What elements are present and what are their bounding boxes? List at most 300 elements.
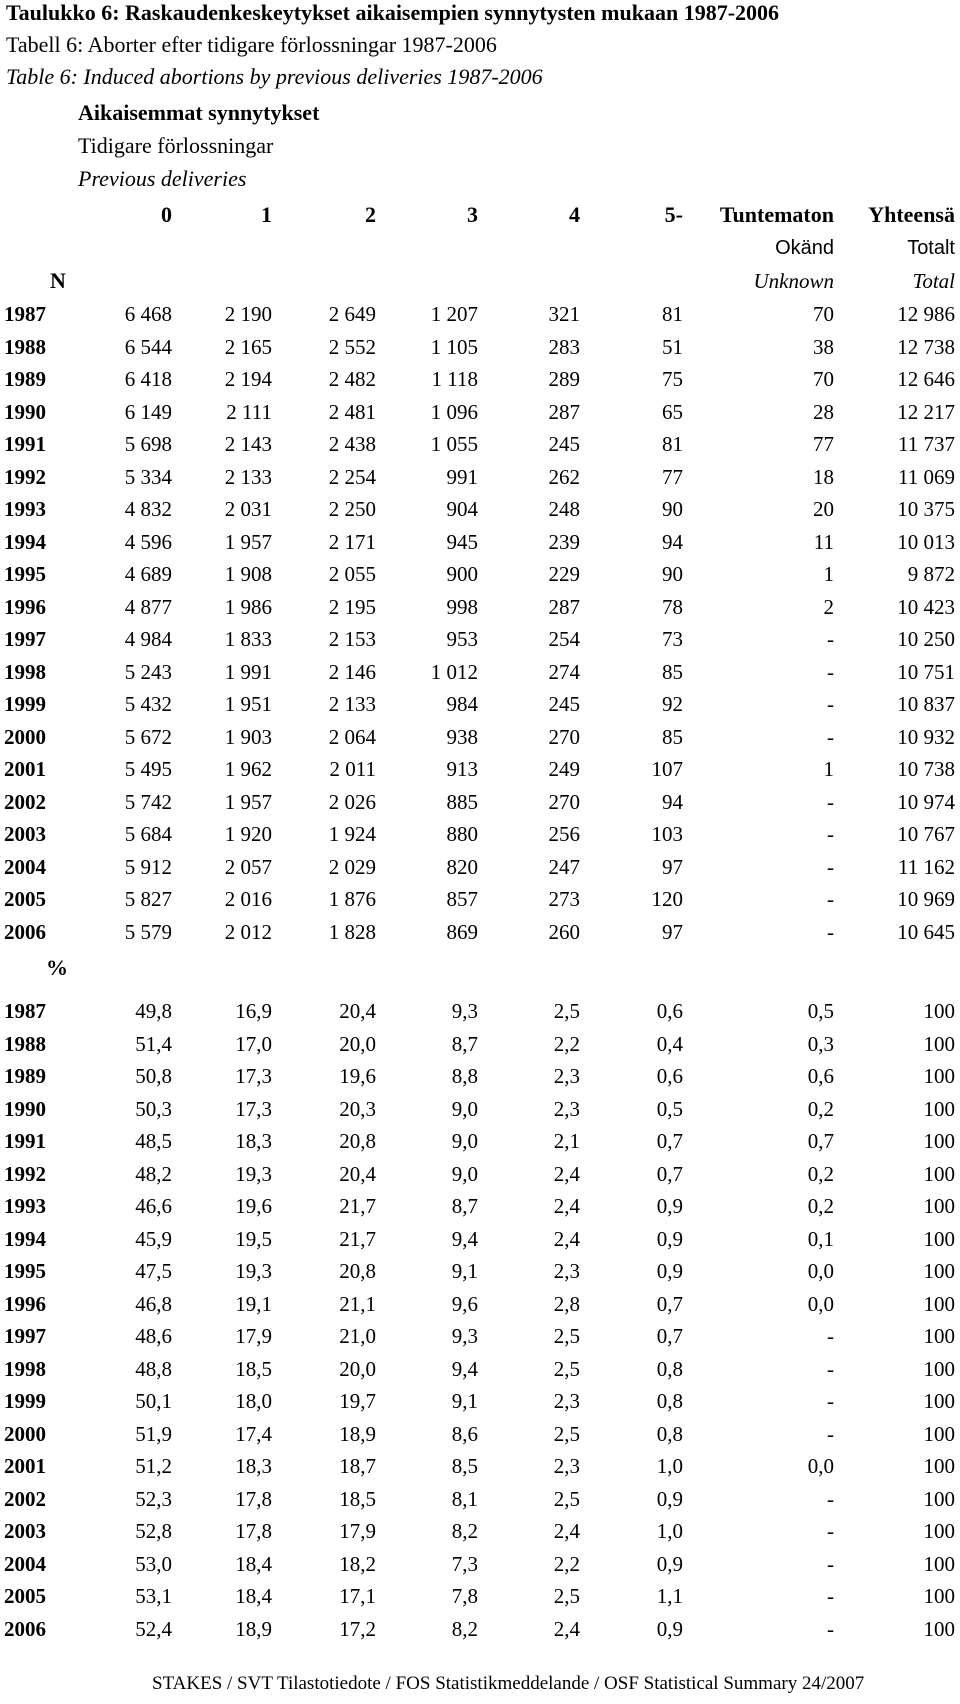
table-cell: 19,6 — [339, 1064, 376, 1088]
table-cell: 900 — [446, 562, 478, 586]
table-cell: 2,3 — [553, 1454, 580, 1478]
total-label-swedish: Totalt — [907, 237, 955, 259]
table-cell: 2,4 — [553, 1194, 580, 1218]
table-cell: 260 — [548, 920, 580, 944]
table-cell: 2 190 — [224, 302, 272, 326]
table-cell: 1 — [823, 562, 834, 586]
title-english: Table 6: Induced abortions by previous deliveries 1987-2006 — [6, 64, 543, 89]
table-cell: 49,8 — [135, 999, 172, 1023]
year-label: 2001 — [4, 1454, 46, 1478]
table-cell: 984 — [446, 692, 478, 716]
table-cell: 2,2 — [553, 1552, 580, 1576]
table-cell: 20,0 — [339, 1032, 376, 1056]
table-cell: 2,8 — [553, 1292, 580, 1316]
table-cell: 90 — [662, 497, 683, 521]
table-cell: 100 — [923, 1194, 955, 1218]
table-cell: 8,2 — [451, 1617, 478, 1641]
table-cell: 2,3 — [553, 1259, 580, 1283]
table-cell: 9 872 — [907, 562, 955, 586]
table-cell: 820 — [446, 855, 478, 879]
year-label: 1993 — [4, 1194, 46, 1218]
table-cell: 0,6 — [807, 1064, 834, 1088]
table-cell: 77 — [662, 465, 683, 489]
table-cell: 2 011 — [329, 757, 376, 781]
table-cell: 52,4 — [135, 1617, 172, 1641]
table-cell: 245 — [548, 692, 580, 716]
table-cell: 0,8 — [656, 1357, 683, 1381]
table-cell: 2 250 — [328, 497, 376, 521]
table-cell: 248 — [548, 497, 580, 521]
table-cell: 28 — [813, 400, 834, 424]
group-header-swedish: Tidigare förlossningar — [78, 133, 274, 158]
table-cell: 100 — [923, 1162, 955, 1186]
year-label: 2004 — [4, 1552, 46, 1576]
table-cell: 6 418 — [124, 367, 172, 391]
table-cell: 100 — [923, 1324, 955, 1348]
table-cell: 287 — [548, 595, 580, 619]
table-cell: 2,2 — [553, 1032, 580, 1056]
table-cell: 1 118 — [431, 367, 478, 391]
table-cell: 21,1 — [339, 1292, 376, 1316]
table-cell: 270 — [548, 790, 580, 814]
table-cell: 10 423 — [897, 595, 955, 619]
year-label: 1998 — [4, 660, 46, 684]
table-cell: 2 194 — [224, 367, 272, 391]
table-cell: 0,9 — [656, 1227, 683, 1251]
table-cell: 94 — [662, 790, 683, 814]
table-cell: 100 — [923, 1617, 955, 1641]
table-cell: 100 — [923, 1552, 955, 1576]
table-cell: 103 — [651, 822, 683, 846]
table-cell: 2,5 — [553, 999, 580, 1023]
table-cell: 97 — [662, 920, 683, 944]
table-cell: 70 — [813, 367, 834, 391]
table-cell: 50,1 — [135, 1389, 172, 1413]
table-cell: 0,7 — [656, 1292, 683, 1316]
table-cell: 77 — [813, 432, 834, 456]
table-cell: 10 969 — [897, 887, 955, 911]
table-cell: 247 — [548, 855, 580, 879]
table-cell: 1 876 — [328, 887, 376, 911]
table-cell: 2,4 — [553, 1519, 580, 1543]
section-label-percent: % — [46, 955, 68, 980]
table-cell: 0,9 — [656, 1259, 683, 1283]
table-cell: 48,2 — [135, 1162, 172, 1186]
table-cell: 2 133 — [224, 465, 272, 489]
table-cell: 18,0 — [235, 1389, 272, 1413]
table-cell: 2,4 — [553, 1227, 580, 1251]
table-cell: 2 111 — [226, 400, 272, 424]
year-label: 1990 — [4, 400, 46, 424]
year-label: 1994 — [4, 530, 46, 554]
table-cell: 1 991 — [224, 660, 272, 684]
table-cell: 9,3 — [451, 1324, 478, 1348]
year-label: 1996 — [4, 595, 46, 619]
table-cell: 10 013 — [897, 530, 955, 554]
table-cell: 5 495 — [124, 757, 172, 781]
table-cell: 100 — [923, 1487, 955, 1511]
table-cell: 8,7 — [451, 1032, 478, 1056]
table-cell: 1 105 — [430, 335, 478, 359]
table-cell: 100 — [923, 1227, 955, 1251]
group-header-english: Previous deliveries — [78, 166, 247, 191]
table-cell: 92 — [662, 692, 683, 716]
table-cell: 10 751 — [897, 660, 955, 684]
table-cell: 1,0 — [656, 1519, 683, 1543]
table-cell: 9,0 — [451, 1129, 478, 1153]
table-cell: 51,2 — [135, 1454, 172, 1478]
table-cell: 0,8 — [656, 1422, 683, 1446]
table-cell: 20,8 — [339, 1129, 376, 1153]
table-cell: 18,9 — [339, 1422, 376, 1446]
table-cell: 85 — [662, 725, 683, 749]
table-cell: 18 — [813, 465, 834, 489]
table-cell: 18,4 — [235, 1552, 272, 1576]
table-cell: 73 — [662, 627, 683, 651]
table-cell: 50,8 — [135, 1064, 172, 1088]
year-label: 1999 — [4, 1389, 46, 1413]
table-cell: 48,8 — [135, 1357, 172, 1381]
table-cell: 0,0 — [807, 1454, 834, 1478]
table-cell: 2 — [823, 595, 834, 619]
table-cell: 1 207 — [430, 302, 478, 326]
table-cell: 85 — [662, 660, 683, 684]
table-cell: 10 932 — [897, 725, 955, 749]
table-cell: 869 — [446, 920, 478, 944]
table-cell: 20,4 — [339, 999, 376, 1023]
column-header: 3 — [467, 202, 478, 227]
table-cell: 2 143 — [224, 432, 272, 456]
table-cell: 100 — [923, 1097, 955, 1121]
table-cell: 19,6 — [235, 1194, 272, 1218]
table-cell: 6 149 — [124, 400, 172, 424]
year-label: 1994 — [4, 1227, 46, 1251]
table-cell: 1 055 — [430, 432, 478, 456]
table-cell: - — [827, 1324, 834, 1348]
unknown-label-english: Unknown — [753, 269, 834, 293]
column-header: Tuntematon — [719, 202, 834, 227]
table-cell: 8,6 — [451, 1422, 478, 1446]
table-cell: 100 — [923, 1357, 955, 1381]
table-cell: 20,8 — [339, 1259, 376, 1283]
table-cell: 100 — [923, 1064, 955, 1088]
table-cell: 2,4 — [553, 1617, 580, 1641]
table-cell: 100 — [923, 1454, 955, 1478]
table-cell: 81 — [662, 432, 683, 456]
year-label: 2000 — [4, 725, 46, 749]
table-cell: 46,6 — [135, 1194, 172, 1218]
table-cell: 12 217 — [897, 400, 955, 424]
table-cell: 5 827 — [124, 887, 172, 911]
table-cell: - — [827, 1519, 834, 1543]
table-cell: 1 096 — [430, 400, 478, 424]
year-label: 2005 — [4, 887, 46, 911]
table-cell: 65 — [662, 400, 683, 424]
table-cell: 17,0 — [235, 1032, 272, 1056]
table-cell: 0,1 — [807, 1227, 834, 1251]
table-cell: 11 162 — [898, 855, 955, 879]
table-cell: 2 165 — [224, 335, 272, 359]
table-cell: 283 — [548, 335, 580, 359]
table-cell: 53,1 — [135, 1584, 172, 1608]
year-label: 1999 — [4, 692, 46, 716]
table-cell: 48,6 — [135, 1324, 172, 1348]
table-cell: 90 — [662, 562, 683, 586]
table-cell: 0,6 — [656, 999, 683, 1023]
table-cell: 100 — [923, 1584, 955, 1608]
table-cell: 991 — [446, 465, 478, 489]
table-cell: 7,3 — [451, 1552, 478, 1576]
table-cell: 0,7 — [807, 1129, 834, 1153]
table-cell: 1 833 — [224, 627, 272, 651]
table-cell: 256 — [548, 822, 580, 846]
table-cell: 6 544 — [124, 335, 172, 359]
table-cell: 17,4 — [235, 1422, 272, 1446]
table-cell: 2 171 — [328, 530, 376, 554]
table-cell: 18,7 — [339, 1454, 376, 1478]
column-header: 2 — [365, 202, 376, 227]
table-cell: 100 — [923, 1032, 955, 1056]
table-cell: 1 951 — [224, 692, 272, 716]
year-label: 1998 — [4, 1357, 46, 1381]
table-cell: 2 012 — [224, 920, 272, 944]
table-cell: 11 737 — [898, 432, 955, 456]
section-label-n: N — [50, 268, 66, 293]
table-cell: 273 — [548, 887, 580, 911]
table-cell: 9,3 — [451, 999, 478, 1023]
table-cell: 2 153 — [328, 627, 376, 651]
table-cell: 5 579 — [124, 920, 172, 944]
table-cell: 100 — [923, 1259, 955, 1283]
year-label: 1995 — [4, 1259, 46, 1283]
table-cell: 5 334 — [124, 465, 172, 489]
table-cell: 97 — [662, 855, 683, 879]
table-cell: 21,7 — [339, 1194, 376, 1218]
table-cell: 5 684 — [124, 822, 172, 846]
table-cell: 1 903 — [224, 725, 272, 749]
table-cell: 1 924 — [328, 822, 376, 846]
table-cell: 20,3 — [339, 1097, 376, 1121]
table-cell: - — [827, 1357, 834, 1381]
table-cell: 2 055 — [328, 562, 376, 586]
table-cell: - — [827, 920, 834, 944]
table-cell: 19,5 — [235, 1227, 272, 1251]
table-cell: - — [827, 887, 834, 911]
table-cell: 5 243 — [124, 660, 172, 684]
table-cell: - — [827, 1617, 834, 1641]
table-cell: 904 — [446, 497, 478, 521]
table-cell: 2 482 — [328, 367, 376, 391]
table-cell: 8,5 — [451, 1454, 478, 1478]
year-label: 2003 — [4, 822, 46, 846]
table-cell: 120 — [651, 887, 683, 911]
table-cell: 18,3 — [235, 1454, 272, 1478]
table-cell: 5 432 — [124, 692, 172, 716]
table-cell: - — [827, 725, 834, 749]
table-cell: 270 — [548, 725, 580, 749]
year-label: 1988 — [4, 335, 46, 359]
year-label: 1990 — [4, 1097, 46, 1121]
table-cell: 1 908 — [224, 562, 272, 586]
table-cell: 51 — [662, 335, 683, 359]
table-cell: 1 957 — [224, 790, 272, 814]
column-header: 1 — [261, 202, 272, 227]
unknown-label-swedish: Okänd — [775, 237, 834, 259]
title-finnish: Taulukko 6: Raskaudenkeskeytykset aikaisempien synnytysten mukaan 1987-2006 — [6, 0, 780, 25]
table-cell: 2,1 — [553, 1129, 580, 1153]
table-cell: 1 828 — [328, 920, 376, 944]
table-cell: 2,5 — [553, 1487, 580, 1511]
table-cell: 1 986 — [224, 595, 272, 619]
table-cell: - — [827, 790, 834, 814]
table-cell: 100 — [923, 999, 955, 1023]
table-cell: 0,4 — [656, 1032, 683, 1056]
column-header: Yhteensä — [868, 202, 955, 227]
table-cell: 12 738 — [897, 335, 955, 359]
table-cell: 12 646 — [897, 367, 955, 391]
table-cell: 2 481 — [328, 400, 376, 424]
table-cell: 2,5 — [553, 1324, 580, 1348]
table-cell: 19,3 — [235, 1259, 272, 1283]
table-cell: 953 — [446, 627, 478, 651]
table-cell: - — [827, 1584, 834, 1608]
table-cell: - — [827, 1422, 834, 1446]
year-label: 1987 — [4, 999, 46, 1023]
table-cell: 0,6 — [656, 1064, 683, 1088]
table-cell: 53,0 — [135, 1552, 172, 1576]
table-cell: 8,1 — [451, 1487, 478, 1511]
table-cell: 100 — [923, 1389, 955, 1413]
table-cell: - — [827, 660, 834, 684]
table-cell: - — [827, 1552, 834, 1576]
table-cell: 78 — [662, 595, 683, 619]
year-label: 2006 — [4, 920, 46, 944]
table-cell: 1 012 — [430, 660, 478, 684]
table-cell: 10 375 — [897, 497, 955, 521]
table-cell: 2 016 — [224, 887, 272, 911]
table-cell: 48,5 — [135, 1129, 172, 1153]
table-cell: - — [827, 1487, 834, 1511]
table-cell: 4 596 — [124, 530, 172, 554]
table-cell: 10 767 — [897, 822, 955, 846]
table-cell: 885 — [446, 790, 478, 814]
year-label: 1991 — [4, 1129, 46, 1153]
table-cell: 11 069 — [898, 465, 955, 489]
table-cell: 880 — [446, 822, 478, 846]
table-cell: - — [827, 855, 834, 879]
table-cell: 0,7 — [656, 1324, 683, 1348]
table-cell: 2,3 — [553, 1064, 580, 1088]
table-cell: 0,0 — [807, 1292, 834, 1316]
table-cell: 938 — [446, 725, 478, 749]
table-cell: 50,3 — [135, 1097, 172, 1121]
table-cell: 1,1 — [656, 1584, 683, 1608]
table-cell: 107 — [651, 757, 683, 781]
title-swedish: Tabell 6: Aborter efter tidigare förlossningar 1987-2006 — [6, 32, 497, 57]
year-label: 1993 — [4, 497, 46, 521]
table-cell: 52,3 — [135, 1487, 172, 1511]
table-cell: 0,0 — [807, 1259, 834, 1283]
table-cell: 249 — [548, 757, 580, 781]
table-cell: 38 — [813, 335, 834, 359]
table-cell: 0,2 — [807, 1162, 834, 1186]
table-cell: 6 468 — [124, 302, 172, 326]
year-label: 2002 — [4, 1487, 46, 1511]
table-cell: 100 — [923, 1519, 955, 1543]
table-cell: 4 689 — [124, 562, 172, 586]
table-cell: 0,9 — [656, 1617, 683, 1641]
year-label: 2006 — [4, 1617, 46, 1641]
table-cell: 10 250 — [897, 627, 955, 651]
table-cell: 18,5 — [339, 1487, 376, 1511]
year-label: 1987 — [4, 302, 46, 326]
table-cell: 21,0 — [339, 1324, 376, 1348]
table-cell: 17,8 — [235, 1519, 272, 1543]
table-cell: 998 — [446, 595, 478, 619]
table-cell: 20,0 — [339, 1357, 376, 1381]
table-cell: 2 254 — [328, 465, 376, 489]
table-cell: 321 — [548, 302, 580, 326]
table-cell: 19,7 — [339, 1389, 376, 1413]
table-cell: 100 — [923, 1292, 955, 1316]
table-cell: - — [827, 692, 834, 716]
table-cell: 51,4 — [135, 1032, 172, 1056]
year-label: 1992 — [4, 465, 46, 489]
year-label: 1989 — [4, 1064, 46, 1088]
year-label: 1992 — [4, 1162, 46, 1186]
table-cell: 0,9 — [656, 1487, 683, 1511]
table-cell: 11 — [813, 530, 834, 554]
page-footer: STAKES / SVT Tilastotiedote / FOS Statistikmeddelande / OSF Statistical Summary 24/2007 — [152, 1673, 865, 1694]
table-cell: 100 — [923, 1422, 955, 1446]
table-cell: 9,0 — [451, 1162, 478, 1186]
year-label: 1996 — [4, 1292, 46, 1316]
table-cell: 2 029 — [328, 855, 376, 879]
table-cell: 75 — [662, 367, 683, 391]
table-cell: 0,8 — [656, 1389, 683, 1413]
table-cell: 7,8 — [451, 1584, 478, 1608]
table-cell: 2 438 — [328, 432, 376, 456]
year-label: 1995 — [4, 562, 46, 586]
table-cell: 2,3 — [553, 1389, 580, 1413]
table-cell: 8,7 — [451, 1194, 478, 1218]
table-cell: 0,3 — [807, 1032, 834, 1056]
table-cell: 2 031 — [224, 497, 272, 521]
year-label: 2003 — [4, 1519, 46, 1543]
table-cell: 262 — [548, 465, 580, 489]
table-cell: 10 645 — [897, 920, 955, 944]
table-cell: - — [827, 627, 834, 651]
table-cell: - — [827, 822, 834, 846]
table-cell: 1,0 — [656, 1454, 683, 1478]
year-label: 2002 — [4, 790, 46, 814]
table-cell: 2 195 — [328, 595, 376, 619]
table-cell: 2 552 — [328, 335, 376, 359]
table-cell: 1 920 — [224, 822, 272, 846]
year-label: 2000 — [4, 1422, 46, 1446]
table-cell: 2 133 — [328, 692, 376, 716]
table-cell: 4 832 — [124, 497, 172, 521]
table-cell: 2 057 — [224, 855, 272, 879]
table-cell: 20 — [813, 497, 834, 521]
table-cell: 287 — [548, 400, 580, 424]
table-cell: 17,2 — [339, 1617, 376, 1641]
table-cell: 51,9 — [135, 1422, 172, 1446]
table-cell: 17,1 — [339, 1584, 376, 1608]
table-cell: 17,8 — [235, 1487, 272, 1511]
table-cell: 2,4 — [553, 1162, 580, 1186]
table-cell: 17,3 — [235, 1064, 272, 1088]
